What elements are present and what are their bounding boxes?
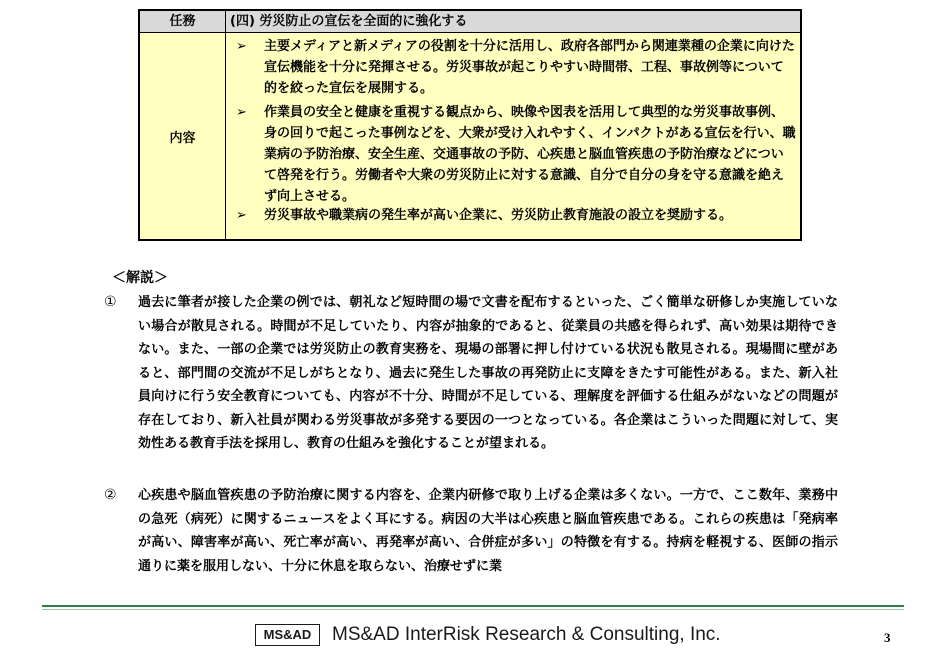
task-table: [138, 9, 802, 241]
content-label-cell: [140, 33, 226, 239]
header-label-cell: 任務: [140, 11, 226, 32]
company-logo: [255, 624, 320, 646]
content-cell: [226, 33, 800, 239]
commentary-heading: ＜解説＞: [112, 270, 168, 286]
footer-divider: [42, 605, 904, 607]
header-title-cell: (四) 労災防止の宣伝を全面的に強化する: [226, 11, 800, 32]
bullet-item: [236, 205, 796, 226]
footer-divider-thin: [42, 609, 904, 610]
company-name: MS&AD InterRisk Research & Consulting, Inc.: [332, 624, 721, 645]
arrow-bullet-icon: ➢: [236, 208, 247, 223]
commentary-item: [104, 291, 838, 456]
arrow-bullet-icon: ➢: [236, 39, 247, 54]
commentary-text: 過去に筆者が接した企業の例では、朝礼など短時間の場で文書を配布するといった、ごく簡単な研修しか実施していない場合が散見される。時間が不足していたり、内容が抽象的であると、従業員の共感を得られず、高い効果は期待できない。また、一部の企業では労災防止の教育実務を、現場の部署に押し付けている状況も散見される。現場間に壁があると、部門間の交流が不足しがちとなり、過去に発生した事故の再発防止に支障をきたす可能性がある。また、新入社員向けに行う安全教育についても、内容が不十分、時間が不足している、理解度を評価する仕組みがないなどの問題が存在しており、新入社員が関わる労災事故が多発する要因の一つとなっている。各企業はこういった問題に対して、実効性ある教育手法を採用し、教育の仕組みを強化することが望まれる。: [138, 295, 838, 451]
bullet-text: 主要メディアと新メディアの役割を十分に活用し、政府各部門から関連業種の企業に向けた宣伝機能を十分に発揮させる。労災事故が起こりやすい時間帯、工程、事故例等について的を絞った宣伝を展開する。: [264, 39, 795, 96]
logo-text: MS&AD: [263, 627, 312, 642]
bullet-text: 作業員の安全と健康を重視する観点から、映像や図表を活用して典型的な労災事故事例、身の回りで起こった事例などを、大衆が受け入れやすく、インパクトがある宣伝を行い、職業病の予防治療、安全生産、交通事故の予防、心疾患と脳血管疾患の予防治療などについて啓発を行う。労働者や大衆の労災防止に対する意識、自分で自分の身を守る意識を絶えず向上させる。: [264, 105, 796, 204]
arrow-bullet-icon: ➢: [236, 105, 247, 120]
item-number: ①: [104, 294, 117, 310]
bullet-item: [236, 102, 796, 207]
commentary-item: [104, 484, 838, 578]
bullet-text: 労災事故や職業病の発生率が高い企業に、労災防止教育施設の設立を奨励する。: [264, 208, 733, 223]
page-number: 3: [884, 630, 891, 645]
bullet-item: [236, 36, 796, 99]
item-number: ②: [104, 487, 117, 503]
content-label-text: 内容: [169, 130, 196, 146]
table-header-row: [140, 11, 800, 33]
commentary-text: 心疾患や脳血管疾患の予防治療に関する内容を、企業内研修で取り上げる企業は多くない。一方で、ここ数年、業務中の急死（病死）に関するニュースをよく耳にする。病因の大半は心疾患と脳血管疾患である。これらの疾患は「発病率が高い、障害率が高い、死亡率が高い、再発率が高い、合併症が多い」の特徴を有する。持病を軽視する、医師の指示通りに薬を服用しない、十分に休息を取らない、治療せずに業: [138, 488, 838, 574]
